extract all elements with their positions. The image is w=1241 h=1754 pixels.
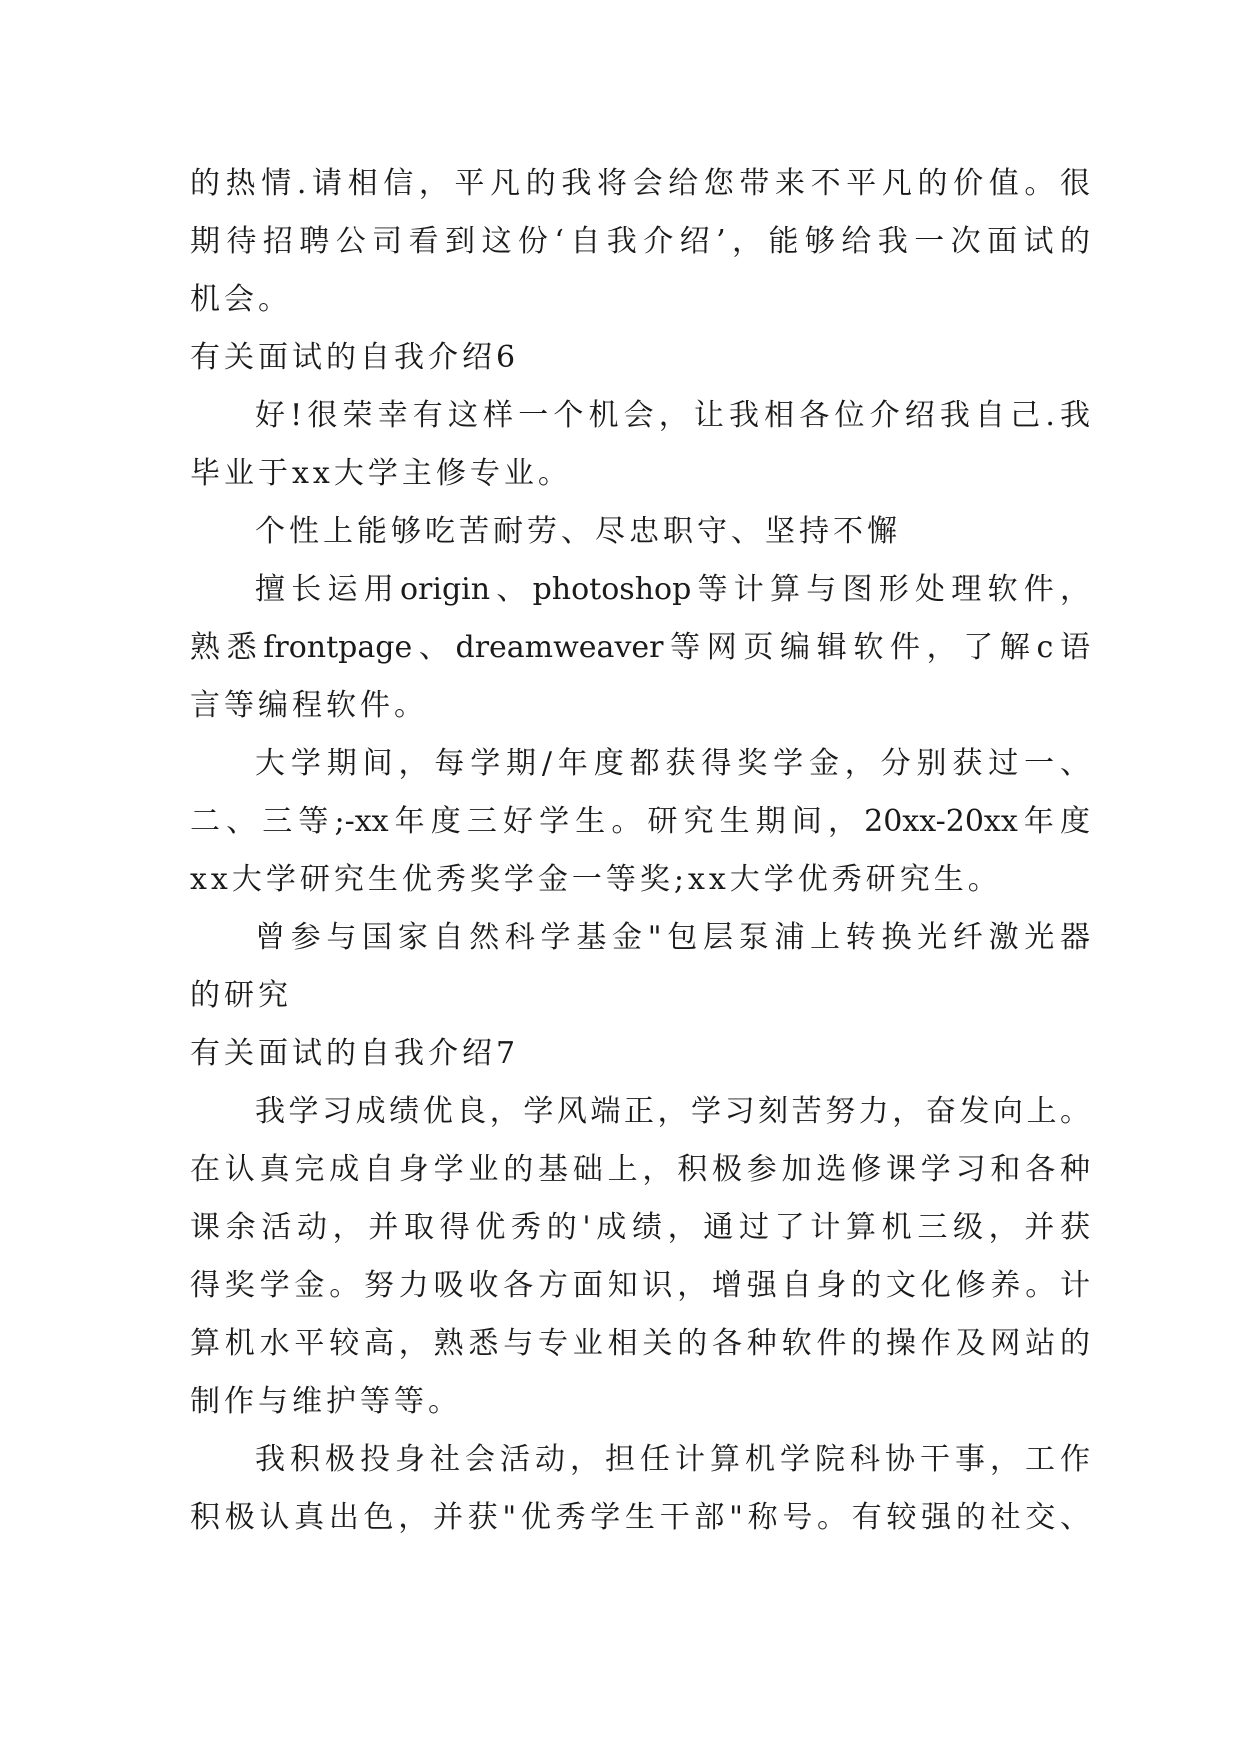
text-line: 好!很荣幸有这样一个机会，让我相各位介绍我自己.我 (255, 398, 1090, 433)
section-heading: 有关面试的自我介绍6 (190, 340, 520, 375)
text-line: 在认真完成自身学业的基础上，积极参加选修课学习和各种 (190, 1152, 1090, 1187)
text-line: 期待招聘公司看到这份‘自我介绍’，能够给我一次面试的 (190, 224, 1090, 259)
text-line: 课余活动，并取得优秀的'成绩，通过了计算机三级，并获 (190, 1210, 1090, 1245)
text-line: 我积极投身社会活动，担任计算机学院科协干事，工作 (255, 1442, 1090, 1477)
text-line: 的热情.请相信，平凡的我将会给您带来不平凡的价值。很 (190, 166, 1090, 201)
text-line: 毕业于xx大学主修专业。 (190, 456, 572, 491)
text-line: 制作与维护等等。 (190, 1384, 462, 1419)
text-line: 算机水平较高，熟悉与专业相关的各种软件的操作及网站的 (190, 1326, 1090, 1361)
section-heading: 有关面试的自我介绍7 (190, 1036, 520, 1071)
text-line: 积极认真出色，并获"优秀学生干部"称号。有较强的社交、 (190, 1500, 1090, 1535)
text-line: 二、三等;-xx年度三好学生。研究生期间，20xx-20xx年度 (190, 804, 1090, 839)
text-line: 机会。 (190, 282, 292, 317)
text-line: 擅长运用origin、photoshop等计算与图形处理软件， (255, 572, 1090, 607)
text-line: 个性上能够吃苦耐劳、尽忠职守、坚持不懈 (255, 514, 901, 549)
text-line: 曾参与国家自然科学基金"包层泵浦上转换光纤激光器 (255, 920, 1090, 955)
text-line: 言等编程软件。 (190, 688, 428, 723)
text-line: xx大学研究生优秀奖学金一等奖;xx大学优秀研究生。 (190, 862, 1002, 897)
text-line: 的研究 (190, 978, 292, 1013)
text-line: 熟悉frontpage、dreamweaver等网页编辑软件，了解c语 (190, 630, 1090, 665)
text-line: 我学习成绩优良，学风端正，学习刻苦努力，奋发向上。 (255, 1094, 1090, 1129)
text-line: 得奖学金。努力吸收各方面知识，增强自身的文化修养。计 (190, 1268, 1090, 1303)
text-line: 大学期间，每学期/年度都获得奖学金，分别获过一、 (255, 746, 1090, 781)
